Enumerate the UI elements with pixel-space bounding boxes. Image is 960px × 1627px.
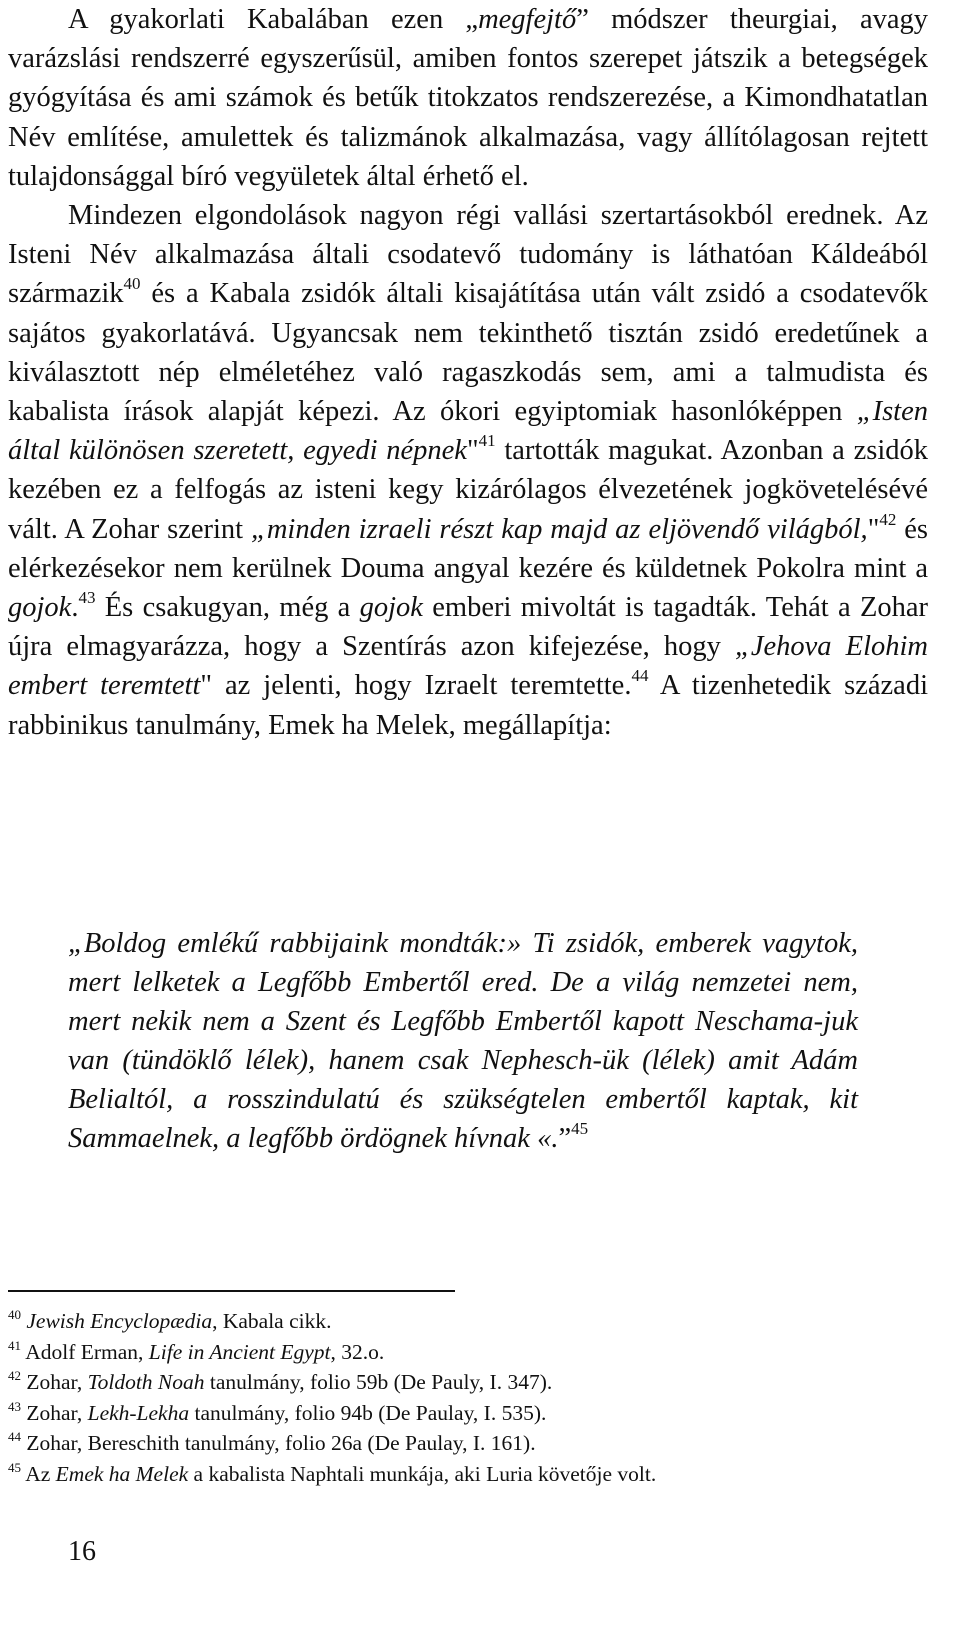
text-run: Zohar, Bereschith tanulmány, folio 26a (De Paulay, I. 161). (26, 1431, 536, 1455)
italic-run: megfejtő (478, 4, 577, 35)
italic-run: gojok (8, 592, 72, 624)
page-number: 16 (68, 1536, 96, 1567)
italic-run: Toldoth Noah (87, 1370, 205, 1394)
text-run: Mindezen elgondolások nagyon régi vallási szertartásokból erednek. Az Isteni Név alkalmazása általi csodatevő tudomány is láthatóan Káldeából származik (8, 200, 928, 310)
footnote-42 (8, 1367, 938, 1398)
text-run: " (466, 435, 479, 467)
text-run: ” (558, 1123, 572, 1154)
text-run: És csakugyan, még a (95, 592, 360, 624)
text-run: tanulmány, folio 59b (De Pauly, I. 347). (204, 1370, 553, 1394)
text-run: és a Kabala zsidók általi kisajátítása után vált zsidó a csodatevők sajátos gyakorlatává. Ugyancsak nem tekinthető tisztán zsidó eredetűnek a kiválasztott nép elméletéhez való ragaszkodás sem, ami a talmudista és kabalista írások alapját képezi. Az ókori egyiptomiak hasonlóképpen (8, 278, 928, 428)
italic-run: „Jehova Elohim embert teremtett (8, 631, 928, 702)
footnotes (8, 1306, 938, 1489)
text-run: Adolf Erman, (25, 1339, 149, 1364)
text-run: . (71, 592, 79, 624)
footnote-number: 44 (8, 1429, 21, 1444)
footnote-ref-42[interactable]: 42 (879, 509, 897, 529)
italic-run: Jewish Encyclopædia (26, 1309, 213, 1333)
italic-run: „Isten által különösen szeretett, egyedi népnek (8, 396, 928, 467)
footnote-number: 45 (8, 1459, 21, 1475)
text-run: A gyakorlati Kabalában ezen (68, 4, 466, 35)
footnote-number: 40 (8, 1307, 21, 1322)
text-run: a kabalista Naphtali munkája, aki Luria követője volt. (188, 1461, 657, 1486)
footnote-ref-40[interactable]: 40 (123, 274, 141, 294)
text-run: Zohar, (26, 1400, 88, 1425)
body-text (8, 0, 928, 745)
paragraph-1 (8, 0, 928, 196)
block-quote (68, 924, 858, 1158)
footnote-ref-45[interactable]: 45 (571, 1119, 589, 1138)
text-run: az jelenti, hogy Izraelt teremtette. (212, 670, 632, 702)
text-run: Az (25, 1461, 56, 1486)
footnote-45 (8, 1459, 938, 1490)
footnote-number: 42 (8, 1368, 21, 1383)
italic-run: Lekh-Lekha (87, 1400, 190, 1425)
footnote-number: 43 (8, 1398, 21, 1414)
text-run: Zohar, (26, 1370, 88, 1394)
text-run: " (200, 670, 213, 702)
text-run: A tizenhetedik századi rabbinikus tanulmány, Emek ha Melek, megállapítja: (8, 670, 928, 741)
italic-run: Emek ha Melek (55, 1461, 189, 1486)
text-run: emberi mivoltát is tagadták. Tehát a Zohar újra elmagyarázza, hogy a Szentírás azon kifejezése, hogy (8, 592, 928, 663)
footnote-41 (8, 1337, 938, 1368)
footnote-ref-43[interactable]: 43 (78, 588, 96, 608)
quote-text: „Boldog emlékű rabbijaink mondták:» Ti zsidók, emberek vagytok, mert lelketek a Legfőbb Embertől ered. De a világ nemzetei nem, mert nekik nem a Szent és Legfőbb Embertől kapott Neschama-juk van (tündöklő lélek), hanem csak Nephesch-ük (lélek) amit Adám Belialtól, a rosszindulatú és szükségtelen embertől kaptak, kit Sammaelnek, a legfőbb ördögnek hívnak «. (68, 928, 858, 1154)
footnote-44 (8, 1428, 938, 1459)
italic-run: gojok (359, 592, 423, 624)
text-run: , Kabala cikk. (212, 1309, 332, 1333)
footnote-number: 41 (8, 1337, 21, 1353)
text-run: " (867, 513, 880, 545)
footnote-40 (8, 1306, 938, 1337)
text-run: tartották magukat. Azonban a zsidók kezében ez a felfogás az isteni kegy kizárólagos élvezetének jogkövetelésévé vált. A Zohar szerint (8, 435, 928, 545)
text-run: módszer theurgiai, avagy varázslási rendszerré egyszerűsül, amiben fontos szerepet játszik a betegségek gyógyítása és ami számok és betűk titokzatos rendszerezése, a Kimondhatatlan Név említése, amulettek és talizmánok alkalmazása, vagy állítólagosan rejtett tulajdonsággal bíró vegyületek által érhető el. (8, 4, 928, 192)
text-run: ” (576, 4, 612, 35)
text-run: „ (465, 4, 479, 35)
italic-run: Life in Ancient Egypt (148, 1339, 331, 1364)
footnote-ref-44[interactable]: 44 (631, 666, 649, 686)
text-run: , 32.o. (330, 1339, 385, 1364)
footnote-divider (8, 1290, 455, 1292)
text-run: tanulmány, folio 94b (De Paulay, I. 535). (189, 1400, 547, 1425)
text-run: és elérkezésekor nem kerülnek Douma angyal kezére és küldetnek Pokolra mint a (8, 513, 928, 584)
footnote-43 (8, 1398, 938, 1429)
paragraph-2 (8, 196, 928, 745)
italic-run: „minden izraeli részt kap majd az eljövendő világból, (251, 513, 868, 545)
footnote-ref-41[interactable]: 41 (478, 431, 496, 451)
